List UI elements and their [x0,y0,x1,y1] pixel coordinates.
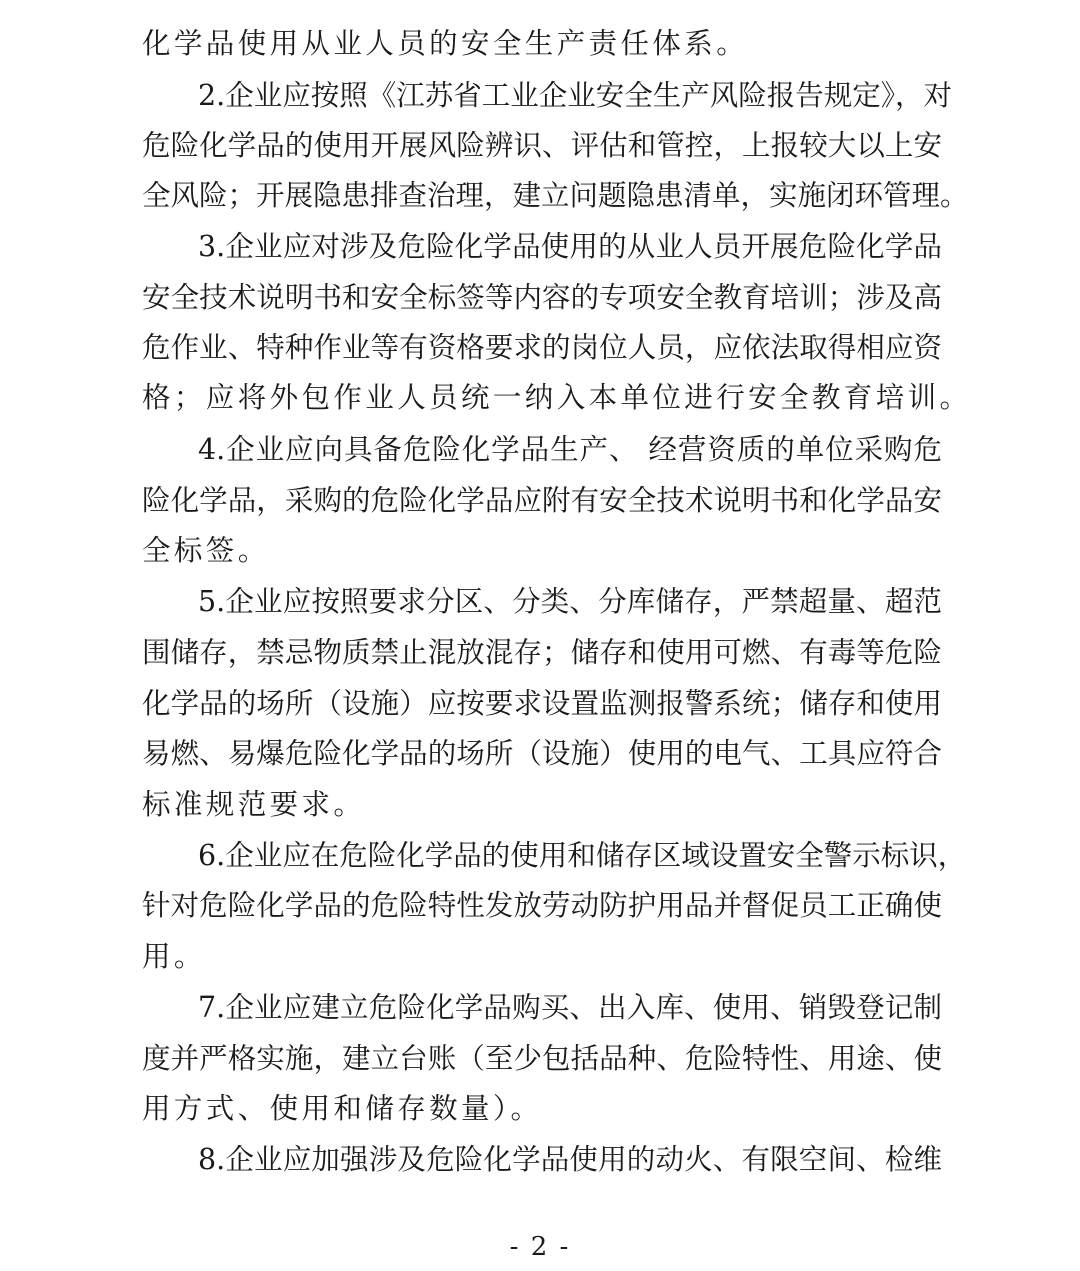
text-line: 格；应将外包作业人员统一纳入本单位进行安全教育培训。 [142,381,972,414]
text-line: 度并严格实施，建立台账（至少包括品种、危险特性、用途、使 [142,1042,942,1075]
text-line: 5.企业应按照要求分区、分类、分库储存，严禁超量、超范 [198,585,942,618]
text-line: 7.企业应建立危险化学品购买、出入库、使用、销毁登记制 [198,991,942,1024]
text-line: 安全技术说明书和安全标签等内容的专项安全教育培训；涉及高 [142,281,942,314]
text-line: 4.企业应向具备危险化学品生产、 经营资质的单位采购危 [198,433,942,466]
text-line: 针对危险化学品的危险特性发放劳动防护用品并督促员工正确使 [142,889,942,922]
text-line: 8.企业应加强涉及危险化学品使用的动火、有限空间、检维 [198,1143,942,1176]
text-line: 险化学品，采购的危险化学品应附有安全技术说明书和化学品安 [142,484,942,517]
text-line: 全标签。 [142,534,270,567]
text-line: 6.企业应在危险化学品的使用和储存区域设置安全警示标识， [198,839,967,872]
text-line: 用方式、使用和储存数量）。 [142,1092,543,1125]
text-line: 2.企业应按照《江苏省工业企业安全生产风险报告规定》，对 [198,79,952,112]
text-line: 危险化学品的使用开展风险辨识、评估和管控，上报较大以上安 [142,129,942,162]
page-number: - 2 - [509,1232,571,1262]
text-line: 化学品的场所（设施）应按要求设置监测报警系统；储存和使用 [142,687,942,720]
text-line: 3.企业应对涉及危险化学品使用的从业人员开展危险化学品 [198,230,942,263]
text-line: 化学品使用从业人员的安全生产责任体系。 [142,27,749,60]
text-line: 围储存，禁忌物质禁止混放混存；储存和使用可燃、有毒等危险 [142,636,942,669]
text-line: 全风险；开展隐患排查治理，建立问题隐患清单，实施闭环管理。 [142,179,969,212]
text-line: 易燃、易爆危险化学品的场所（设施）使用的电气、工具应符合 [142,737,942,770]
text-line: 用。 [142,940,206,973]
text-line: 标准规范要求。 [142,788,366,821]
text-line: 危作业、特种作业等有资格要求的岗位人员，应依法取得相应资 [142,331,942,364]
